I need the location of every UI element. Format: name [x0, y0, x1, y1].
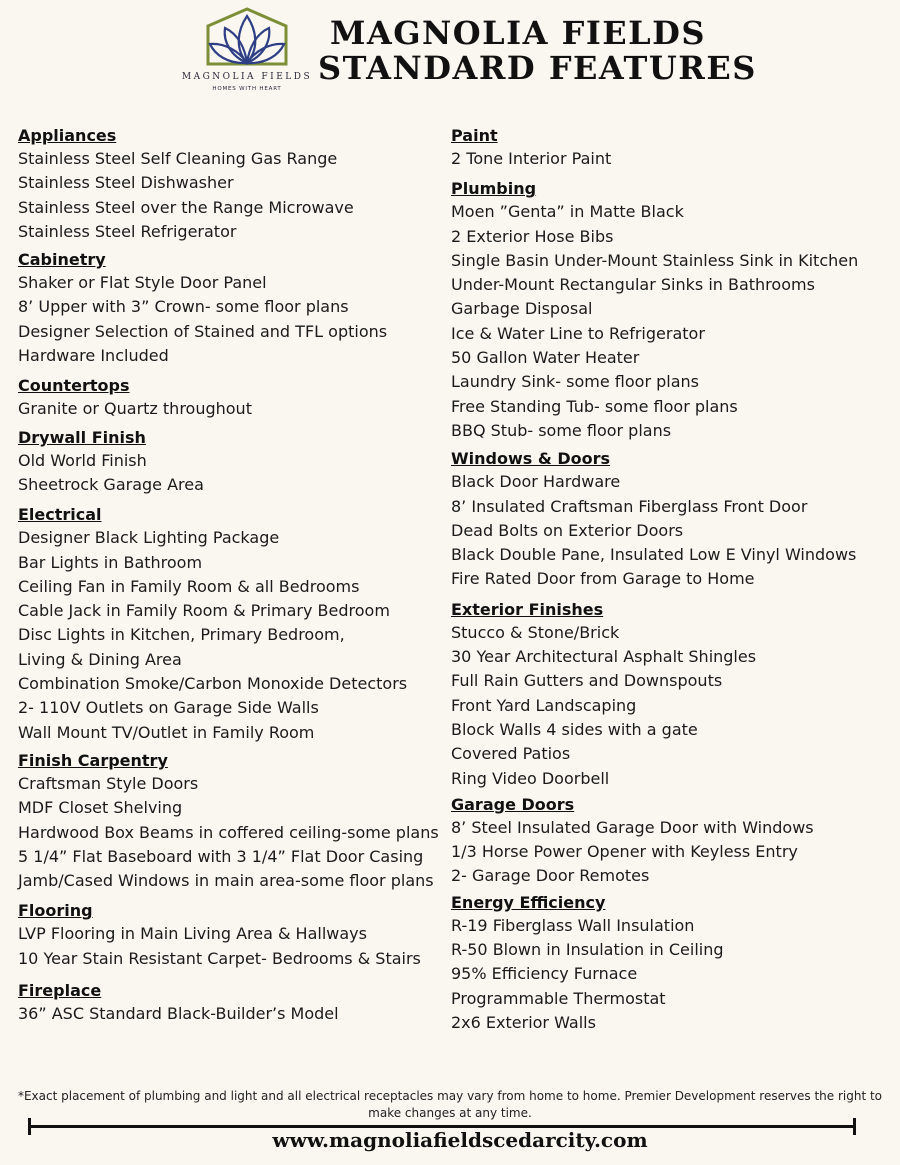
feature-item: 1/3 Horse Power Opener with Keyless Entry: [451, 842, 798, 862]
website-link[interactable]: www.magnoliafieldscedarcity.com: [200, 1128, 720, 1152]
feature-item: Garbage Disposal: [451, 299, 593, 319]
feature-item: Living & Dining Area: [18, 649, 182, 669]
logo-brand-name: MAGNOLIA FIELDS: [181, 72, 313, 82]
feature-section: [451, 177, 891, 443]
feature-section: [451, 447, 891, 591]
feature-item: 36” ASC Standard Black-Builder’s Model: [18, 1004, 339, 1024]
title-line-2: STANDARD FEATURES: [318, 49, 757, 87]
feature-item: 8’ Upper with 3” Crown- some floor plans: [18, 297, 349, 317]
section-heading: Energy Efficiency: [451, 892, 606, 912]
brand-logo: [160, 6, 313, 96]
feature-section: [18, 426, 438, 498]
feature-item: 5 1/4” Flat Baseboard with 3 1/4” Flat Door Casing: [18, 846, 424, 866]
feature-item: Black Door Hardware: [451, 472, 621, 492]
section-heading: Fireplace: [18, 981, 102, 1001]
feature-item: Fire Rated Door from Garage to Home: [451, 569, 755, 589]
section-heading: Paint: [451, 126, 498, 145]
feature-item: 8’ Steel Insulated Garage Door with Windows: [451, 817, 814, 837]
feature-item: MDF Closet Shelving: [18, 798, 183, 818]
feature-section: [451, 891, 891, 1035]
feature-item: Ice & Water Line to Refrigerator: [451, 323, 705, 343]
page-title: [318, 14, 757, 87]
feature-item: Old World Finish: [18, 450, 147, 470]
feature-item: Covered Patios: [451, 744, 571, 764]
feature-item: Combination Smoke/Carbon Monoxide Detectors: [18, 674, 408, 694]
feature-item: Stainless Steel over the Range Microwave: [18, 197, 354, 217]
feature-item: Sheetrock Garage Area: [18, 474, 204, 494]
feature-item: 2- 110V Outlets on Garage Side Walls: [18, 698, 319, 718]
feature-item: Granite or Quartz throughout: [18, 399, 252, 419]
feature-section: [18, 374, 438, 421]
section-heading: Cabinetry: [18, 250, 106, 270]
feature-section: [18, 979, 438, 1026]
section-heading: Windows & Doors: [451, 449, 611, 469]
feature-item: Disc Lights in Kitchen, Primary Bedroom,: [18, 625, 345, 645]
feature-section: [18, 124, 438, 244]
feature-item: R-19 Fiberglass Wall Insulation: [451, 915, 695, 935]
feature-item: Under-Mount Rectangular Sinks in Bathrooms: [451, 275, 815, 295]
feature-item: Designer Selection of Stained and TFL options: [18, 321, 388, 341]
section-heading: Flooring: [18, 901, 93, 921]
feature-item: Laundry Sink- some floor plans: [451, 372, 699, 392]
feature-item: Black Double Pane, Insulated Low E Vinyl Windows: [451, 545, 857, 565]
logo-tagline: HOMES WITH HEART: [212, 86, 282, 92]
feature-item: BBQ Stub- some floor plans: [451, 420, 672, 440]
feature-item: Programmable Thermostat: [451, 988, 666, 1008]
disclaimer-note: *Exact placement of plumbing and light and all electrical receptacles may vary from home to home. Premier Development reserves the right to make changes at any time.: [17, 1089, 883, 1120]
left-feature-column: [18, 124, 438, 1026]
feature-item: Stainless Steel Dishwasher: [18, 173, 234, 193]
feature-item: 10 Year Stain Resistant Carpet- Bedrooms & Stairs: [18, 948, 421, 968]
feature-item: LVP Flooring in Main Living Area & Hallways: [18, 924, 367, 944]
feature-item: Block Walls 4 sides with a gate: [451, 719, 698, 739]
feature-item: Craftsman Style Doors: [18, 773, 199, 793]
feature-item: 2 Exterior Hose Bibs: [451, 226, 614, 246]
feature-item: Stainless Steel Refrigerator: [18, 221, 237, 241]
section-heading: Exterior Finishes: [451, 599, 604, 619]
feature-item: 8’ Insulated Craftsman Fiberglass Front Door: [451, 496, 808, 516]
feature-item: 2x6 Exterior Walls: [451, 1012, 596, 1032]
feature-item: 30 Year Architectural Asphalt Shingles: [451, 647, 757, 667]
feature-item: Wall Mount TV/Outlet in Family Room: [18, 722, 315, 742]
feature-item: Full Rain Gutters and Downspouts: [451, 671, 723, 691]
feature-item: 2- Garage Door Remotes: [451, 866, 650, 886]
feature-section: [18, 248, 438, 368]
feature-item: Moen ”Genta” in Matte Black: [451, 202, 684, 222]
feature-item: Hardwood Box Beams in coffered ceiling-some plans: [18, 822, 439, 842]
section-heading: Garage Doors: [451, 794, 575, 814]
feature-item: Designer Black Lighting Package: [18, 528, 280, 548]
feature-item: Bar Lights in Bathroom: [18, 552, 203, 572]
feature-item: Cable Jack in Family Room & Primary Bedroom: [18, 601, 390, 621]
right-feature-column: [451, 124, 891, 1035]
section-heading: Plumbing: [451, 179, 537, 199]
section-heading: Finish Carpentry: [18, 750, 168, 770]
feature-item: Free Standing Tub- some floor plans: [451, 396, 738, 416]
feature-item: Dead Bolts on Exterior Doors: [451, 520, 684, 540]
feature-item: Jamb/Cased Windows in main area-some floor plans: [18, 871, 434, 891]
feature-item: Shaker or Flat Style Door Panel: [18, 273, 267, 293]
lotus-flower-icon: [188, 6, 306, 72]
feature-item: 2 Tone Interior Paint: [451, 149, 612, 168]
feature-item: Ceiling Fan in Family Room & all Bedrooms: [18, 576, 360, 596]
section-heading: Countertops: [18, 376, 130, 396]
feature-section: [18, 503, 438, 745]
section-heading: Drywall Finish: [18, 427, 146, 447]
feature-item: Front Yard Landscaping: [451, 695, 637, 715]
feature-item: Ring Video Doorbell: [451, 768, 610, 788]
feature-item: Stainless Steel Self Cleaning Gas Range: [18, 149, 338, 168]
feature-item: 50 Gallon Water Heater: [451, 348, 640, 368]
feature-section: [18, 749, 438, 893]
title-line-1: MAGNOLIA FIELDS: [329, 14, 707, 52]
feature-section: [451, 598, 891, 791]
section-heading: Electrical: [18, 505, 102, 525]
feature-section: [451, 793, 891, 889]
feature-item: R-50 Blown in Insulation in Ceiling: [451, 940, 724, 960]
section-heading: Appliances: [18, 126, 117, 145]
feature-section: [18, 899, 438, 971]
feature-item: Single Basin Under-Mount Stainless Sink in Kitchen: [451, 250, 859, 270]
feature-section: [451, 124, 891, 171]
feature-item: Stucco & Stone/Brick: [451, 622, 620, 642]
feature-item: 95% Efficiency Furnace: [451, 964, 638, 984]
feature-item: Hardware Included: [18, 346, 169, 366]
